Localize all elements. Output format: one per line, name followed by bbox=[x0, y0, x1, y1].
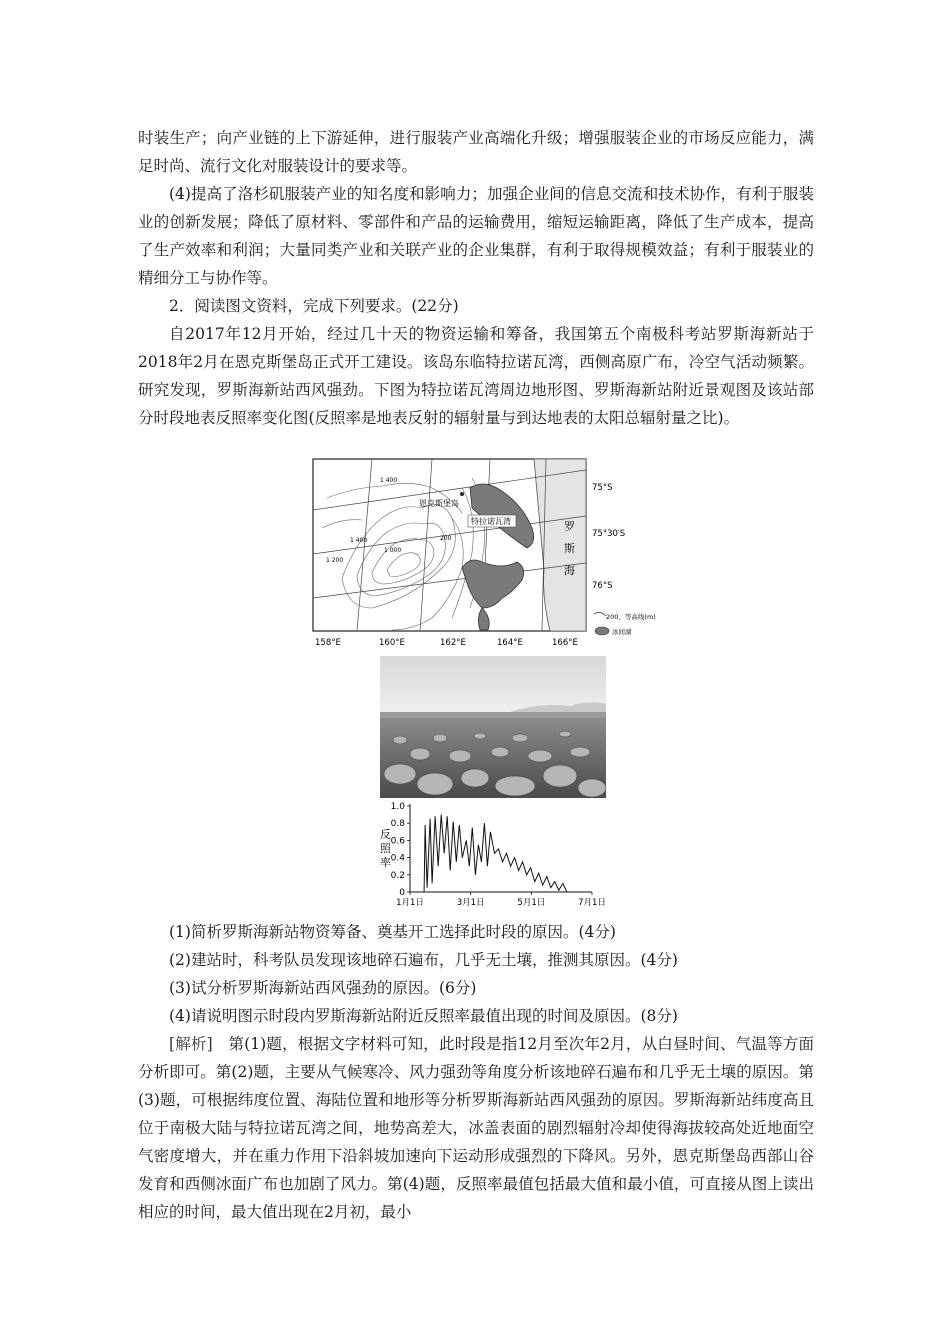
question-heading: 2．阅读图文资料，完成下列要求。(22分) bbox=[169, 297, 459, 315]
lon-label-166: 166°E bbox=[552, 638, 578, 648]
legend-lake-symbol bbox=[595, 627, 609, 635]
y-tick-label: 1.0 bbox=[390, 802, 405, 812]
y-tick-label: 0.4 bbox=[390, 853, 405, 864]
question-2: (2)建站时，科考队员发现该地碎石遍布，几乎无土壤，推测其原因。(4分) bbox=[169, 951, 678, 969]
contour-label-2: 1 400 bbox=[350, 537, 368, 544]
terra-nova-bay-map bbox=[312, 458, 656, 650]
landscape-photo bbox=[380, 656, 606, 798]
sea-label-2: 斯 bbox=[564, 542, 575, 555]
sea-label-1: 罗 bbox=[564, 520, 575, 533]
answer-paragraph-4: (4)提高了洛杉矶服装产业的知名度和影响力；加强企业间的信息交流和技术协作，有利于服装业的创新发展；降低了原材料、零部件和产品的运输费用，缩短运输距离，降低了生产成本，提高了生产效率和利润；大量同类产业和关联产业的企业集群，有利于取得规模效益；有利于服装业的精细分工与协作等。 bbox=[138, 185, 814, 287]
question-3: (3)试分析罗斯海新站西风强劲的原因。(6分) bbox=[169, 979, 477, 997]
albedo-chart bbox=[376, 800, 606, 914]
contour-label-4: 200 bbox=[440, 535, 452, 542]
x-tick-label: 1月1日 bbox=[396, 898, 424, 908]
lon-label-160: 160°E bbox=[379, 638, 405, 648]
station-marker bbox=[460, 492, 464, 496]
x-tick-label: 7月1日 bbox=[578, 898, 606, 908]
lon-label-162: 162°E bbox=[440, 638, 466, 648]
lon-label-164: 164°E bbox=[497, 638, 523, 648]
material-paragraph: 自2017年12月开始，经过几十天的物资运输和筹备，我国第五个南极科考站罗斯海新站于2018年2月在恩克斯堡岛正式开工建设。该岛东临特拉诺瓦湾，西侧高原广布，冷空气活动频繁。研究发现，罗斯海新站西风强劲。下图为特拉诺瓦湾周边地形图、罗斯海新站附近景观图及该站部分时段地表反照率变化图(反照率是地表反射的辐射量与到达地表的太阳总辐射量之比)。 bbox=[138, 325, 814, 427]
y-tick-label: 0.8 bbox=[390, 819, 405, 830]
y-axis-label-1: 反 bbox=[380, 828, 391, 841]
y-tick-label: 0.2 bbox=[390, 870, 405, 881]
y-axis-label-3: 率 bbox=[380, 856, 391, 869]
y-tick-label: 0 bbox=[399, 888, 405, 898]
island-label: 恩克斯堡岛 bbox=[419, 499, 459, 508]
contour-label-3: 1 000 bbox=[384, 547, 402, 554]
contour-label-1: 1 400 bbox=[380, 477, 398, 484]
analysis-text: 第(1)题，根据文字材料可知，此时段是指12月至次年2月，从白昼时间、气温等方面分析即可。第(2)题，主要从气候寒冷、风力强劲等角度分析该地碎石遍布和几乎无土壤的原因。第(3)题，可根据纬度位置、海陆位置和地形等分析罗斯海新站西风强劲的原因。罗斯海新站纬度高且位于南极大陆与特拉诺瓦湾之间，地势高差大，冰盖表面的剧烈辐射冷却使得海拔较高处近地面空气密度增大，并在重力作用下沿斜坡加速向下运动形成强烈的下降风。另外，恩克斯堡岛西部山谷发育和西侧冰面广布也加剧了风力。第(4)题，反照率最值包括最大值和最小值，可直接从图上读出相应的时间，最大值出现在2月初，最小 bbox=[138, 1035, 814, 1221]
lon-label-158: 158°E bbox=[315, 638, 341, 648]
chart-x-ticks bbox=[396, 892, 606, 908]
paragraph-continuation: 时装生产；向产业链的上下游延伸，进行服装产业高端化升级；增强服装企业的市场反应能力，满足时尚、流行文化对服装设计的要求等。 bbox=[138, 129, 814, 175]
lat-label-7530: 75°30′S bbox=[592, 529, 626, 539]
analysis-tag: [解析] bbox=[169, 1035, 213, 1053]
contour-label-5: 1 200 bbox=[326, 557, 344, 564]
analysis-paragraph bbox=[138, 1030, 814, 1226]
chart-y-ticks bbox=[391, 802, 410, 898]
x-tick-label: 3月1日 bbox=[456, 898, 485, 908]
x-tick-label: 5月1日 bbox=[517, 898, 546, 908]
albedo-series-line bbox=[424, 815, 567, 892]
legend-contour-symbol bbox=[594, 612, 606, 616]
sea-label-3: 海 bbox=[564, 564, 575, 577]
lat-label-75: 75°S bbox=[592, 483, 613, 493]
question-4: (4)请说明图示时段内罗斯海新站附近反照率最值出现的时间及原因。(8分) bbox=[169, 1007, 678, 1025]
legend-contour-text: 200、等高线(m) bbox=[606, 613, 656, 621]
lat-label-76: 76°S bbox=[592, 581, 613, 591]
bay-label: 特拉诺瓦湾 bbox=[471, 517, 511, 526]
y-axis-label-2: 照 bbox=[380, 842, 391, 855]
question-1: (1)简析罗斯海新站物资筹备、奠基开工选择此时段的原因。(4分) bbox=[169, 923, 616, 941]
legend-lake-text: 冰间湖 bbox=[612, 628, 632, 636]
y-tick-label: 0.6 bbox=[390, 836, 405, 847]
